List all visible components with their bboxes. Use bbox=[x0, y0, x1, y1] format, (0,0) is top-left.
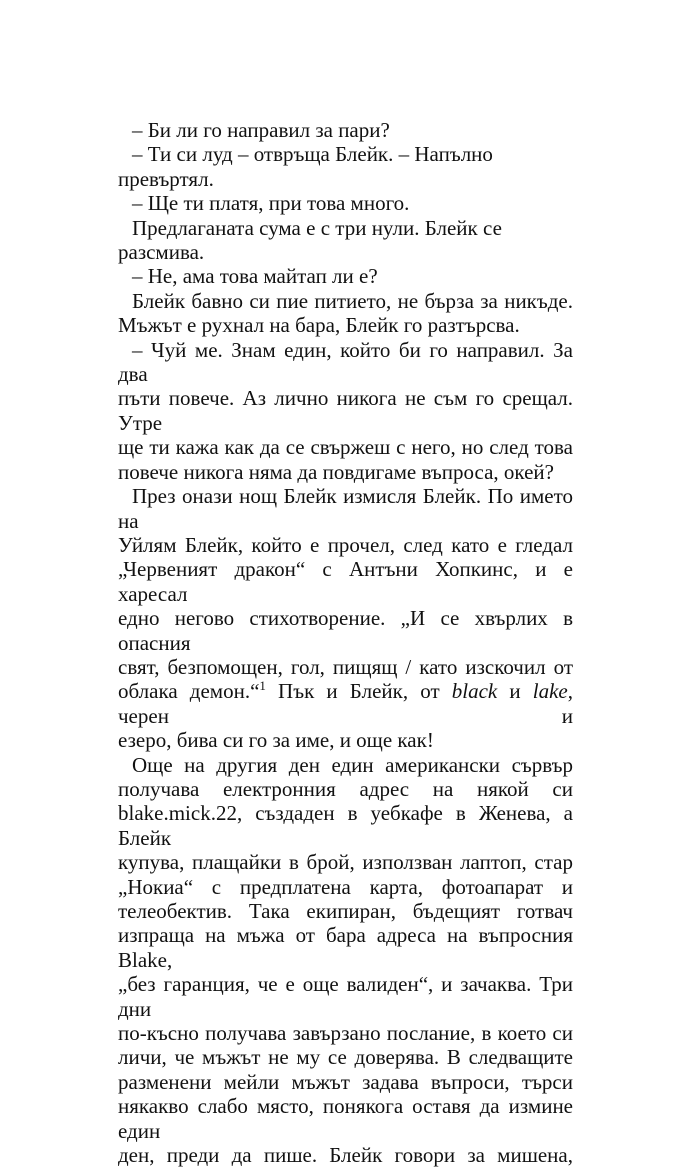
text-line: получава електронния адрес на някой си bbox=[118, 776, 573, 801]
text-line: телеобектив. Така екипиран, бъдещият готвач bbox=[118, 899, 573, 923]
text-line: свят, безпомощен, гол, пищящ / като изскочил от bbox=[118, 654, 573, 679]
paragraph bbox=[118, 264, 573, 288]
italic-word: black bbox=[451, 679, 498, 704]
text-line: ще ти кажа как да се свържеш с него, но след това bbox=[118, 435, 573, 460]
text-line: blake.mick.22, създаден в уебкафе в Женева, а Блейк bbox=[118, 801, 573, 850]
body-text bbox=[118, 118, 573, 1167]
text-line: – Ти си луд – отвръща Блейк. – Напълно превъртял. bbox=[118, 142, 493, 191]
text-line: Мъжът е рухнал на бара, Блейк го разтърсва. bbox=[118, 313, 520, 338]
text-fragment: и bbox=[497, 679, 533, 704]
text-fragment: Пък и Блейк, от bbox=[265, 679, 452, 704]
text-fragment: облака демон.“ bbox=[118, 679, 260, 704]
text-line: Предлаганата сума е с три нули. Блейк се разсмива. bbox=[118, 215, 502, 265]
text-line: – Чуй ме. Знам един, който би го направил. За два bbox=[118, 337, 573, 387]
text-line: пъти повече. Аз лично никога не съм го срещал. Утре bbox=[118, 386, 573, 435]
text-line: Блейк бавно си пие питието, не бърза за никъде. bbox=[132, 288, 573, 313]
text-fragment: , черен и bbox=[118, 679, 573, 728]
paragraph bbox=[118, 484, 573, 752]
text-line: ден, преди да пише. Блейк говори за мишена, bbox=[118, 1143, 573, 1167]
text-line: купува, плащайки в брой, използван лаптоп, стар bbox=[118, 850, 573, 875]
paragraph bbox=[118, 216, 573, 265]
text-line: езеро, бива си го за име, и още как! bbox=[118, 728, 434, 753]
text-line: едно негово стихотворение. „И се хвърлих в опасния bbox=[118, 606, 573, 655]
text-line: Още на другия ден един американски сървър bbox=[132, 752, 573, 777]
text-line: повече никога няма да повдигаме въпроса, окей? bbox=[118, 459, 554, 484]
text-line: – Не, ама това майтап ли е? bbox=[132, 264, 378, 289]
footnote-marker[interactable]: 1 bbox=[259, 678, 266, 694]
paragraph bbox=[118, 753, 573, 1167]
paragraph bbox=[118, 142, 573, 191]
italic-word: lake bbox=[532, 679, 568, 704]
text-line: През онази нощ Блейк измисля Блейк. По името на bbox=[118, 484, 573, 533]
text-line: изпраща на мъжа от бара адреса на въпросния Blake, bbox=[118, 923, 573, 972]
text-line: – Ще ти платя, при това много. bbox=[132, 191, 410, 216]
paragraph bbox=[118, 338, 573, 484]
text-line: „Нокиа“ с предплатена карта, фотоапарат и bbox=[118, 874, 573, 899]
text-line: някакво слабо място, понякога оставя да измине един bbox=[118, 1094, 573, 1143]
text-line: Уйлям Блейк, който е прочел, след като е гледал bbox=[118, 532, 573, 557]
text-line: по-късно получава завързано послание, в което си bbox=[118, 1021, 573, 1046]
paragraph bbox=[118, 118, 573, 142]
text-line: „Червеният дракон“ с Антъни Хопкинс, и е харесал bbox=[118, 557, 573, 606]
text-line: – Би ли го направил за пари? bbox=[132, 118, 390, 142]
text-line: личи, че мъжът не му се доверява. В следващите bbox=[118, 1045, 573, 1070]
text-line: разменени мейли мъжът задава въпроси, търси bbox=[118, 1069, 573, 1094]
text-line: „без гаранция, че е още валиден“, и зачаква. Три дни bbox=[118, 972, 573, 1021]
text-line-with-footnote bbox=[118, 679, 573, 728]
paragraph bbox=[118, 289, 573, 338]
paragraph bbox=[118, 191, 573, 215]
